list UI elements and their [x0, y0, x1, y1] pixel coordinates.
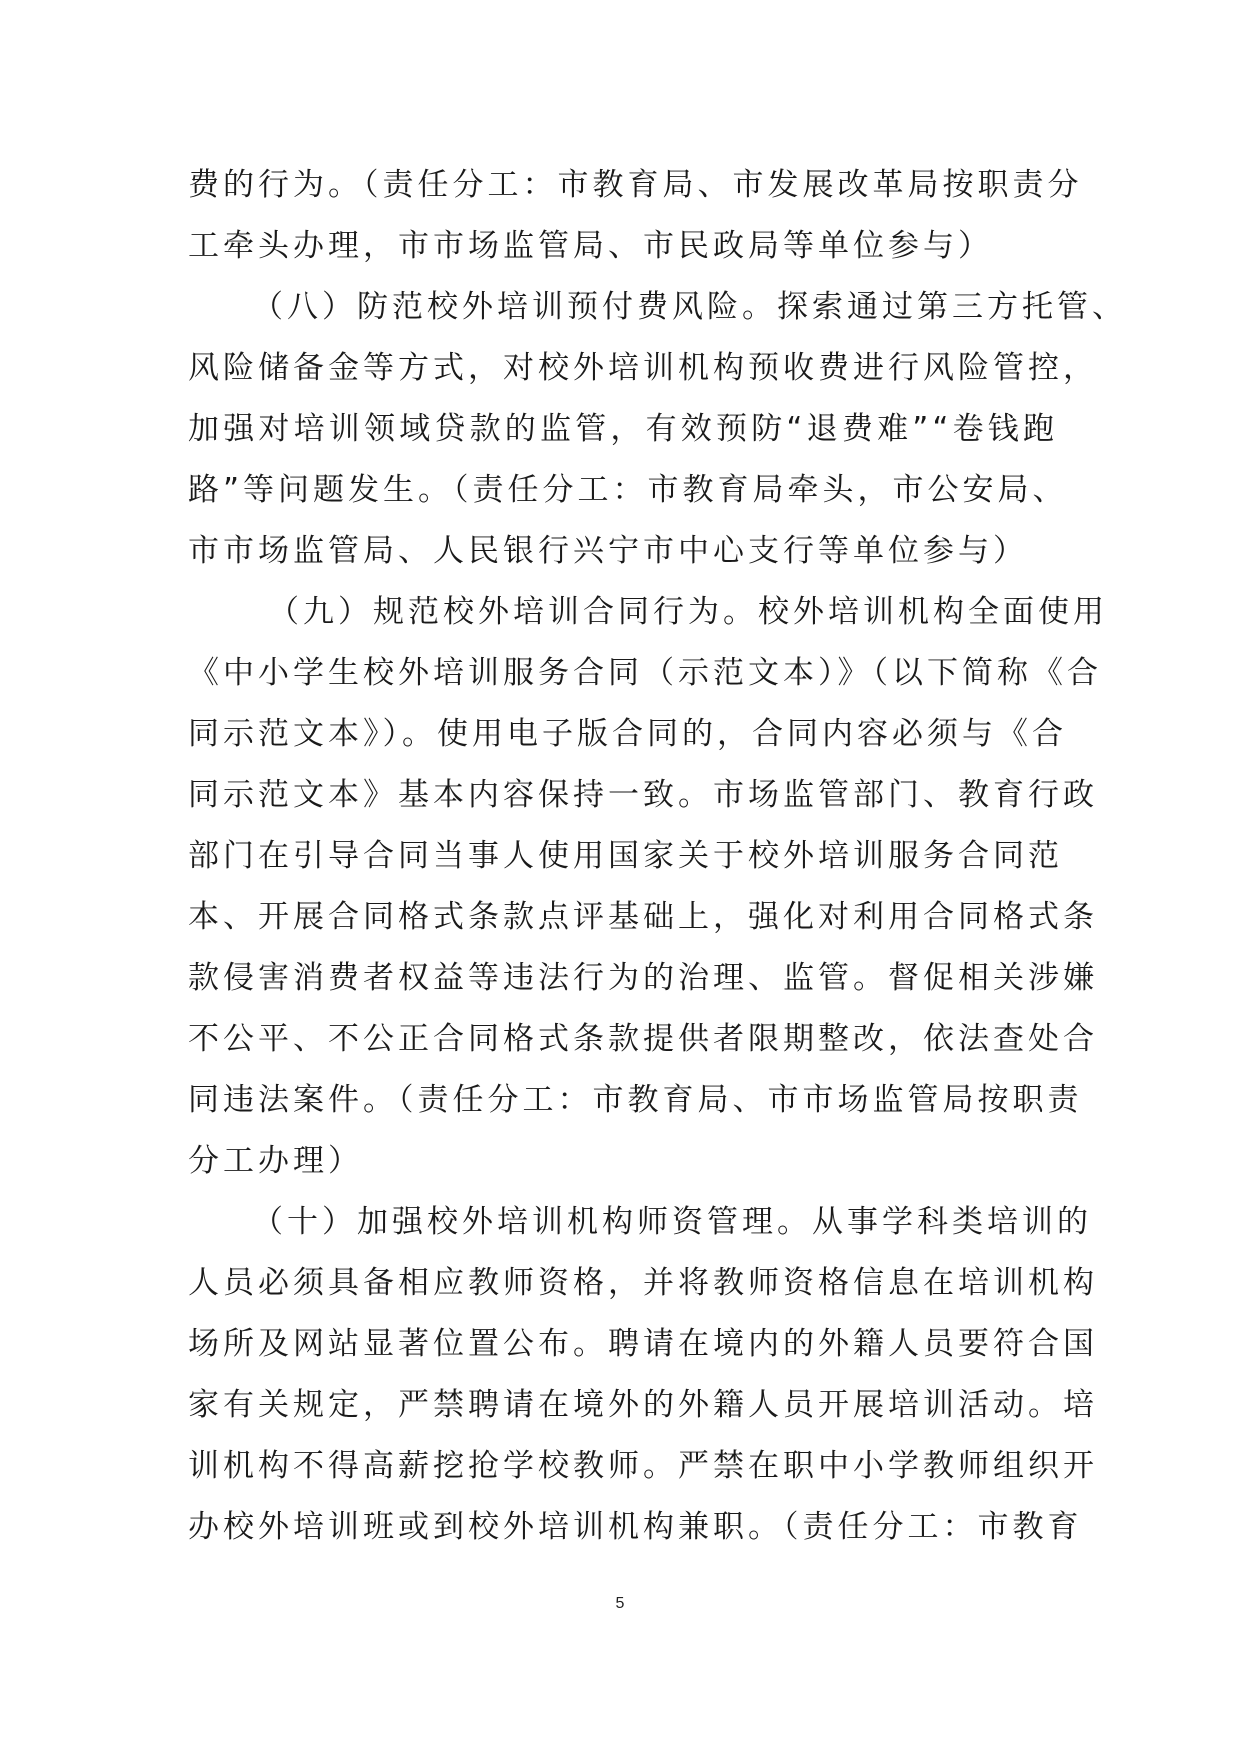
text-line: 同违法案件。（责任分工：市教育局、市市场监管局按职责	[188, 1082, 1083, 1118]
text-line: 风险储备金等方式，对校外培训机构预收费进行风险管控，	[188, 350, 1098, 386]
text-line: 路”等问题发生。（责任分工：市教育局牵头，市公安局、	[188, 472, 1068, 508]
text-line: 场所及网站显著位置公布。聘请在境内的外籍人员要符合国	[188, 1326, 1098, 1362]
text-line: 人员必须具备相应教师资格，并将教师资格信息在培训机构	[188, 1265, 1098, 1301]
text-line: 同示范文本》）。使用电子版合同的，合同内容必须与《合	[188, 716, 1067, 752]
body-text	[188, 155, 1127, 1558]
text-line: 加强对培训领域贷款的监管，有效预防“退费难”“卷钱跑	[188, 411, 1058, 447]
text-line: 部门在引导合同当事人使用国家关于校外培训服务合同范	[188, 838, 1063, 874]
text-line: 工牵头办理，市市场监管局、市民政局等单位参与）	[188, 228, 993, 264]
text-line: 训机构不得高薪挖抢学校教师。严禁在职中小学教师组织开	[188, 1448, 1098, 1484]
text-line: 《中小学生校外培训服务合同（示范文本）》（以下简称《合	[188, 655, 1102, 691]
text-line: 同示范文本》基本内容保持一致。市场监管部门、教育行政	[188, 777, 1098, 813]
text-line: 市市场监管局、人民银行兴宁市中心支行等单位参与）	[188, 533, 1028, 569]
section-heading-8: （八）防范校外培训预付费风险。探索通过第三方托管、	[252, 289, 1127, 325]
text-line: 款侵害消费者权益等违法行为的治理、监管。督促相关涉嫌	[188, 960, 1098, 996]
page-number: 5	[615, 1595, 625, 1612]
text-line: 费的行为。（责任分工：市教育局、市发展改革局按职责分	[188, 167, 1083, 203]
text-line: 分工办理）	[188, 1143, 363, 1179]
section-heading-10: （十）加强校外培训机构师资管理。从事学科类培训的	[252, 1204, 1092, 1240]
text-line: 家有关规定，严禁聘请在境外的外籍人员开展培训活动。培	[188, 1387, 1098, 1423]
text-line: 办校外培训班或到校外培训机构兼职。（责任分工：市教育	[188, 1509, 1083, 1545]
section-heading-9: （九）规范校外培训合同行为。校外培训机构全面使用	[268, 594, 1108, 630]
text-line: 不公平、不公正合同格式条款提供者限期整改，依法查处合	[188, 1021, 1098, 1057]
text-line: 本、开展合同格式条款点评基础上，强化对利用合同格式条	[188, 899, 1098, 935]
